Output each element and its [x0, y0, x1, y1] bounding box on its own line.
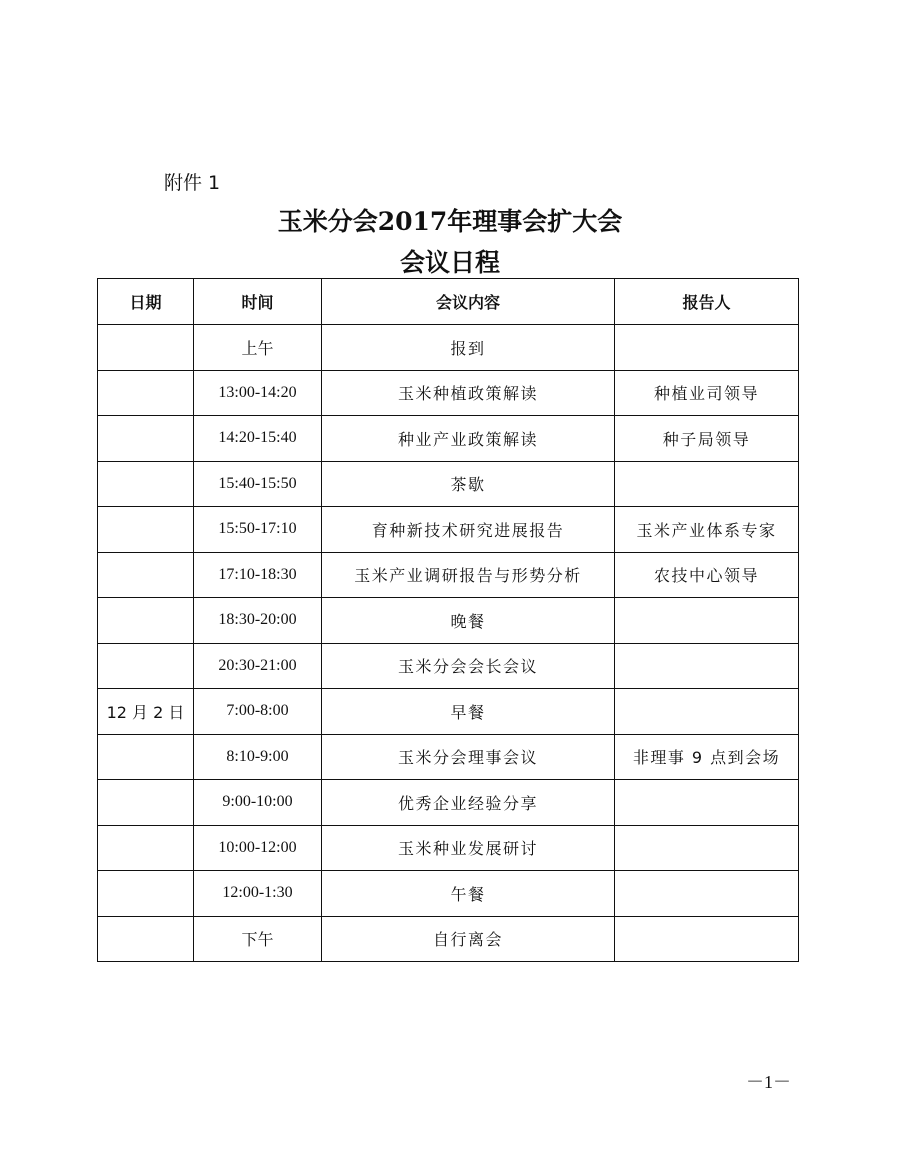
content-cell: 茶歇	[322, 461, 615, 507]
content-cell: 早餐	[322, 689, 615, 735]
date-cell	[98, 416, 194, 462]
speaker-cell: 种子局领导	[615, 416, 799, 462]
date-cell	[98, 461, 194, 507]
content-cell: 优秀企业经验分享	[322, 780, 615, 826]
speaker-cell	[615, 780, 799, 826]
speaker-cell	[615, 871, 799, 917]
date-cell	[98, 370, 194, 416]
content-cell: 报到	[322, 325, 615, 371]
time-cell: 13:00-14:20	[194, 370, 322, 416]
date-cell	[98, 552, 194, 598]
header-row	[98, 279, 799, 325]
document-subtitle: 会议日程	[399, 248, 500, 277]
date-cell	[98, 507, 194, 553]
table-row	[98, 780, 799, 826]
content-cell: 育种新技术研究进展报告	[322, 507, 615, 553]
table-row	[98, 871, 799, 917]
table-row	[98, 416, 799, 462]
time-cell: 15:50-17:10	[194, 507, 322, 553]
date-cell	[98, 734, 194, 780]
attachment-label: 附件 1	[164, 172, 221, 194]
content-cell: 自行离会	[322, 916, 615, 962]
speaker-cell: 农技中心领导	[615, 552, 799, 598]
table-row	[98, 825, 799, 871]
document-title: 玉米分会2017年理事会扩大会	[277, 207, 623, 236]
page-number: －1－	[746, 1072, 791, 1092]
time-cell: 7:00-8:00	[194, 689, 322, 735]
speaker-cell	[615, 916, 799, 962]
speaker-cell: 玉米产业体系专家	[615, 507, 799, 553]
header-date: 日期	[98, 279, 194, 325]
content-cell: 种业产业政策解读	[322, 416, 615, 462]
date-cell	[98, 325, 194, 371]
time-cell: 20:30-21:00	[194, 643, 322, 689]
table-row	[98, 461, 799, 507]
table-row	[98, 689, 799, 735]
table-row	[98, 325, 799, 371]
time-cell: 14:20-15:40	[194, 416, 322, 462]
table-row	[98, 507, 799, 553]
table-row	[98, 552, 799, 598]
content-cell: 玉米分会会长会议	[322, 643, 615, 689]
speaker-cell	[615, 689, 799, 735]
date-cell	[98, 780, 194, 826]
speaker-cell	[615, 598, 799, 644]
time-cell: 15:40-15:50	[194, 461, 322, 507]
header-content: 会议内容	[322, 279, 615, 325]
time-cell: 12:00-1:30	[194, 871, 322, 917]
speaker-cell	[615, 643, 799, 689]
table-row	[98, 916, 799, 962]
table-row	[98, 643, 799, 689]
speaker-cell	[615, 825, 799, 871]
content-cell: 玉米产业调研报告与形势分析	[322, 552, 615, 598]
time-cell: 8:10-9:00	[194, 734, 322, 780]
header-speaker: 报告人	[615, 279, 799, 325]
speaker-cell	[615, 325, 799, 371]
table-row	[98, 734, 799, 780]
time-cell: 10:00-12:00	[194, 825, 322, 871]
date-cell	[98, 871, 194, 917]
content-cell: 晚餐	[322, 598, 615, 644]
time-cell: 下午	[194, 916, 322, 962]
schedule-table	[97, 278, 799, 962]
header-time: 时间	[194, 279, 322, 325]
time-cell: 18:30-20:00	[194, 598, 322, 644]
date-cell	[98, 643, 194, 689]
speaker-cell: 种植业司领导	[615, 370, 799, 416]
time-cell: 9:00-10:00	[194, 780, 322, 826]
time-cell: 17:10-18:30	[194, 552, 322, 598]
date-cell: 12 月 2 日	[98, 689, 194, 735]
content-cell: 玉米种业发展研讨	[322, 825, 615, 871]
date-cell	[98, 598, 194, 644]
content-cell: 玉米种植政策解读	[322, 370, 615, 416]
date-cell	[98, 916, 194, 962]
date-cell	[98, 825, 194, 871]
content-cell: 午餐	[322, 871, 615, 917]
speaker-cell: 非理事 9 点到会场	[615, 734, 799, 780]
table-row	[98, 370, 799, 416]
speaker-cell	[615, 461, 799, 507]
content-cell: 玉米分会理事会议	[322, 734, 615, 780]
time-cell: 上午	[194, 325, 322, 371]
table-row	[98, 598, 799, 644]
